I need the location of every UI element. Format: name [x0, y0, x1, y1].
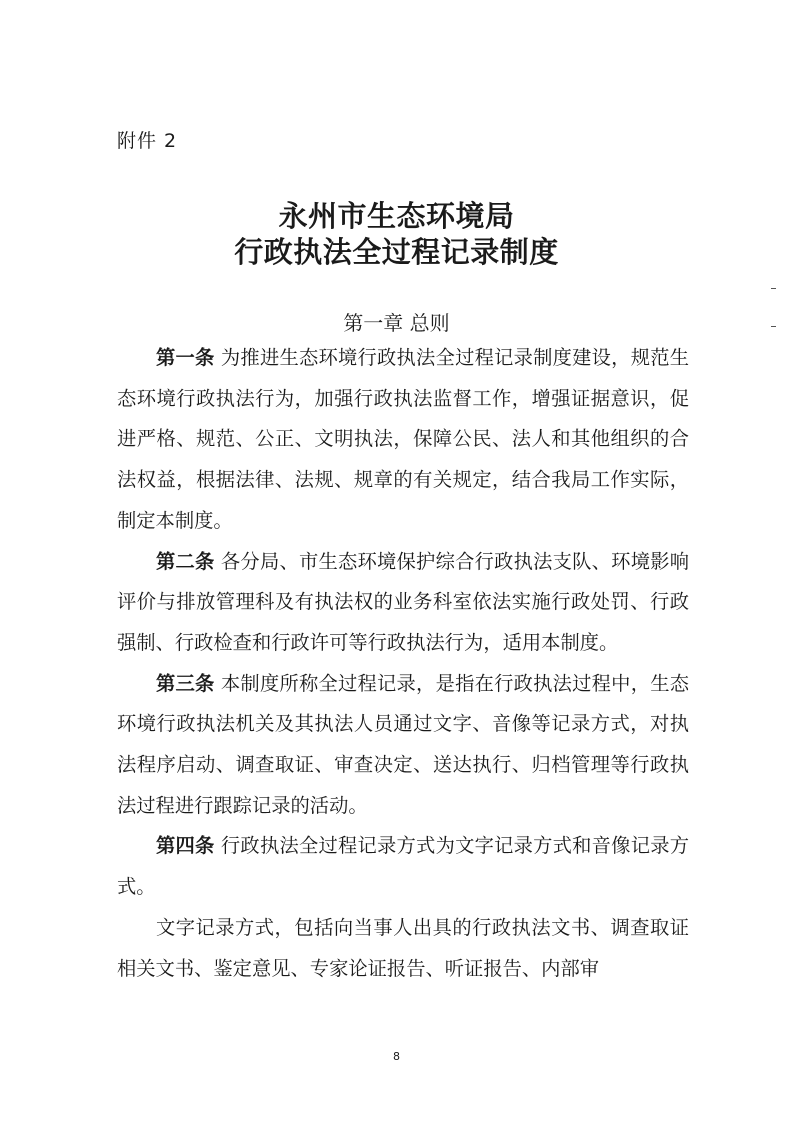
article-4 — [117, 826, 689, 907]
article-2-number: 第二条 — [156, 549, 215, 573]
article-2-text: 各分局、市生态环境保护综合行政执法支队、环境影响评价与排放管理科及有执法权的业务科室依法实施行政处罚、行政强制、行政检查和行政许可等行政执法行为，适用本制度。 — [117, 549, 690, 654]
article-1 — [117, 338, 689, 542]
article-1-text: 为推进生态环境行政执法全过程记录制度建设，规范生态环境行政执法行为，加强行政执法监督工作，增强证据意识，促进严格、规范、公正、文明执法，保障公民、法人和其他组织的合法权益，根据法律、法规、规章的有关规定，结合我局工作实际，制定本制度。 — [117, 346, 690, 532]
article-2 — [117, 542, 689, 664]
article-3-number: 第三条 — [156, 671, 215, 695]
document-body — [117, 338, 689, 989]
paragraph-text-record: 文字记录方式，包括向当事人出具的行政执法文书、调查取证相关文书、鉴定意见、专家论证报告、听证报告、内部审 — [117, 915, 689, 980]
article-4-text: 行政执法全过程记录方式为文字记录方式和音像记录方式。 — [117, 834, 690, 899]
document-title-line2: 行政执法全过程记录制度 — [234, 235, 559, 269]
document-title-line1: 永州市生态环境局 — [278, 199, 515, 233]
article-1-number: 第一条 — [156, 346, 215, 369]
attachment-label: 附件 2 — [117, 130, 178, 152]
article-3-text: 本制度所称全过程记录，是指在行政执法过程中，生态环境行政执法机关及其执法人员通过文字、音像等记录方式，对执法程序启动、调查取证、审查决定、送达执行、归档管理等行政执法过程进行跟踪记录的活动。 — [117, 671, 690, 817]
article-4-number: 第四条 — [156, 834, 215, 858]
chapter-heading: 第一章 总则 — [343, 311, 450, 335]
article-3 — [117, 664, 689, 827]
page-number: 8 — [393, 1050, 400, 1063]
margin-tick-mark — [771, 288, 776, 289]
margin-tick-mark — [771, 326, 776, 327]
